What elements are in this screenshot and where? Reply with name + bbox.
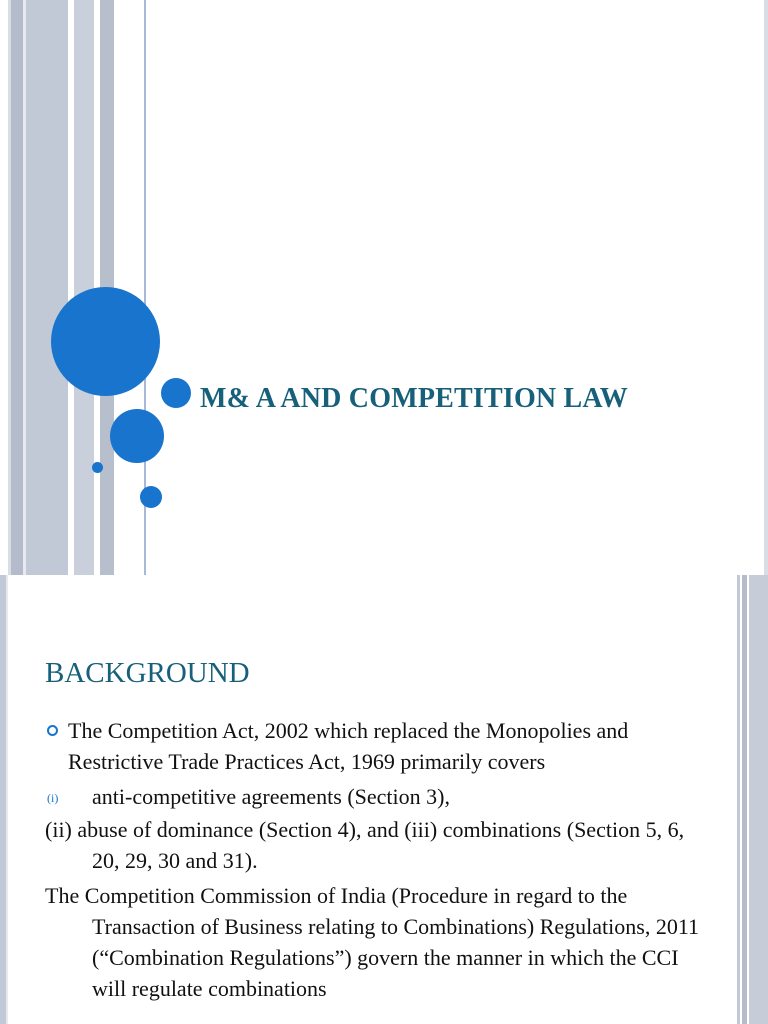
circle-bullet-icon	[47, 725, 58, 736]
stripe	[764, 0, 768, 575]
stripe	[74, 0, 94, 575]
list-item-text: (ii) abuse of dominance (Section 4), and (iii) combinations (Section 5, 6, 20, 29, 30 and 31).	[45, 817, 685, 873]
paragraph-text: The Competition Commission of India (Procedure in regard to the Transaction of Business relating to Combinations) Regulations, 2011 (“Combination Regulations”) govern the manner in which the CCI will regulate combinations	[45, 883, 699, 1001]
decorative-circle-tiny	[92, 462, 103, 473]
list-item	[45, 781, 715, 812]
stripe	[6, 575, 8, 1024]
slide-title: M& A AND COMPETITION LAW	[200, 383, 628, 414]
bullet-text: The Competition Act, 2002 which replaced the Monopolies and Restrictive Trade Practices Act, 1969 primarily covers	[68, 718, 629, 774]
stripe	[742, 575, 747, 1024]
bullet-item	[45, 715, 715, 777]
stripe	[0, 0, 8, 575]
decorative-circle-small	[161, 378, 191, 408]
list-item-text: anti-competitive agreements (Section 3),	[92, 784, 450, 809]
decorative-circle-large	[51, 287, 160, 396]
decorative-circle-small	[140, 486, 162, 508]
content-slide	[0, 575, 768, 1024]
stripe	[26, 0, 68, 575]
slide-heading: BACKGROUND	[45, 657, 250, 689]
slide-body	[45, 715, 715, 1004]
stripe	[737, 575, 740, 1024]
list-marker: (i)	[47, 791, 59, 805]
decorative-circle-medium	[110, 409, 164, 463]
stripe	[11, 0, 23, 575]
stripe	[749, 575, 768, 1024]
